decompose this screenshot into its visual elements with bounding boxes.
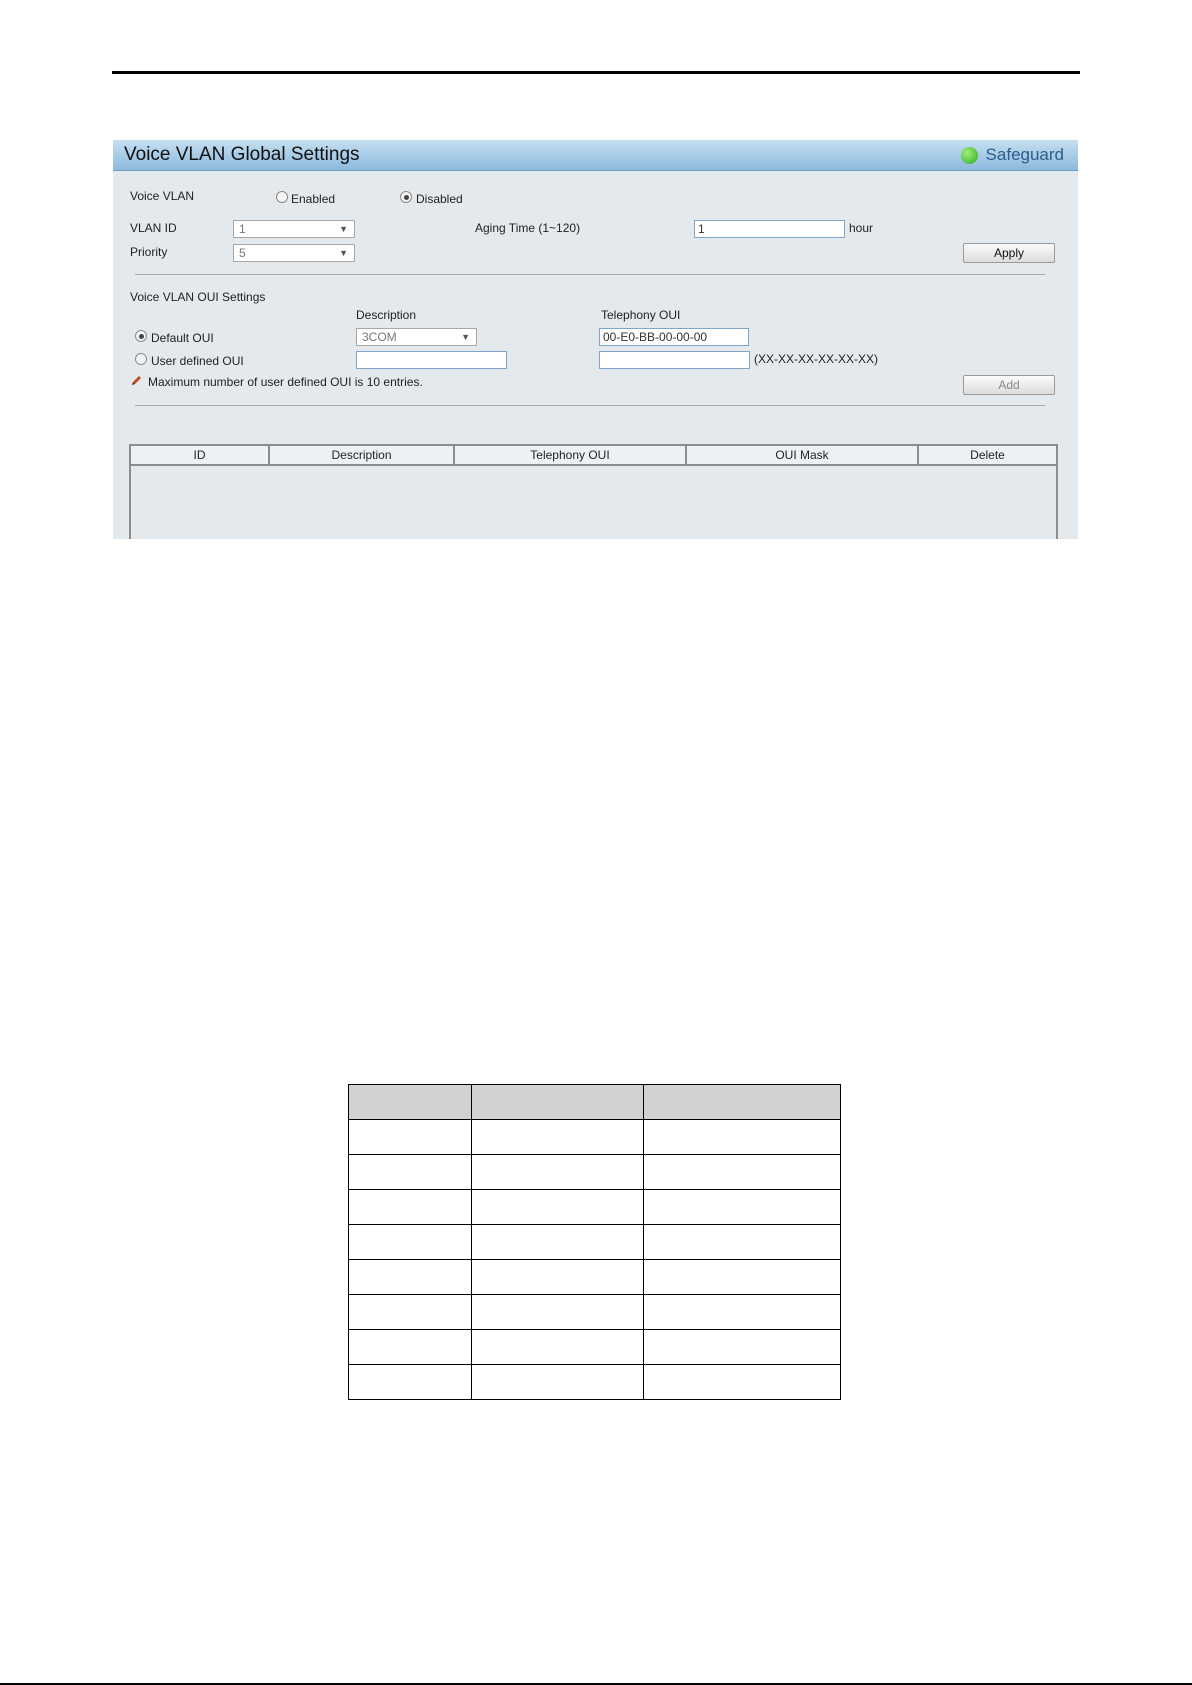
table-cell <box>349 1120 472 1155</box>
table-cell <box>349 1330 472 1365</box>
table-cell <box>349 1085 472 1120</box>
chevron-down-icon: ▼ <box>461 332 470 342</box>
table-cell <box>472 1330 643 1365</box>
telephony-oui-input[interactable] <box>599 328 749 346</box>
user-telephony-oui-input[interactable] <box>599 351 750 369</box>
voice-vlan-label: Voice VLAN <box>130 189 195 203</box>
column-header-oui-mask: OUI Mask <box>687 446 919 466</box>
table-cell <box>349 1225 472 1260</box>
max-oui-note: Maximum number of user defined OUI is 10 entries. <box>148 375 423 389</box>
priority-select[interactable] <box>233 244 355 262</box>
table-row <box>349 1260 841 1295</box>
safeguard-indicator <box>961 145 1064 165</box>
table-cell <box>643 1155 840 1190</box>
table-cell <box>643 1260 840 1295</box>
oui-table <box>129 444 1058 539</box>
table-cell <box>643 1330 840 1365</box>
add-button[interactable]: Add <box>963 375 1055 395</box>
table-cell <box>472 1365 643 1400</box>
oui-format-hint: (XX-XX-XX-XX-XX-XX) <box>754 352 879 366</box>
table-cell <box>643 1190 840 1225</box>
panel-header <box>113 140 1078 171</box>
section-divider <box>135 274 1045 275</box>
voice-vlan-enabled-radio[interactable] <box>276 191 288 203</box>
table-cell <box>472 1155 643 1190</box>
table-row <box>349 1225 841 1260</box>
table-row <box>349 1330 841 1365</box>
aging-time-value: 1 <box>698 222 705 236</box>
description-header: Description <box>356 308 417 322</box>
chevron-down-icon: ▼ <box>339 248 348 258</box>
table-cell <box>643 1365 840 1400</box>
user-oui-description-input[interactable] <box>356 351 507 369</box>
table-cell <box>472 1260 643 1295</box>
default-oui-radio[interactable] <box>135 330 147 342</box>
blank-table-header-row <box>349 1085 841 1120</box>
table-row <box>349 1190 841 1225</box>
table-row <box>349 1155 841 1190</box>
vlan-id-value: 1 <box>239 222 246 236</box>
voice-vlan-disabled-radio[interactable] <box>400 191 412 203</box>
apply-button[interactable]: Apply <box>963 243 1055 263</box>
aging-time-unit: hour <box>849 221 874 235</box>
vlan-id-select[interactable] <box>233 220 355 238</box>
table-cell <box>643 1085 840 1120</box>
table-cell <box>643 1225 840 1260</box>
pencil-icon <box>130 375 142 387</box>
column-header-telephony-oui: Telephony OUI <box>455 446 687 466</box>
panel-title: Voice VLAN Global Settings <box>124 144 360 165</box>
table-cell <box>349 1190 472 1225</box>
table-row <box>349 1120 841 1155</box>
priority-label: Priority <box>130 245 168 259</box>
table-cell <box>349 1260 472 1295</box>
table-cell <box>349 1295 472 1330</box>
chevron-down-icon: ▼ <box>339 224 348 234</box>
voice-vlan-enabled-label: Enabled <box>291 192 336 206</box>
safeguard-label: Safeguard <box>985 145 1064 164</box>
page-top-rule <box>112 71 1080 74</box>
user-defined-oui-radio[interactable] <box>135 353 147 365</box>
table-cell <box>349 1365 472 1400</box>
oui-description-value: 3COM <box>362 330 397 344</box>
priority-value: 5 <box>239 246 246 260</box>
table-cell <box>472 1295 643 1330</box>
default-oui-label: Default OUI <box>151 331 214 345</box>
table-cell <box>472 1225 643 1260</box>
column-header-delete: Delete <box>919 446 1056 466</box>
aging-time-label: Aging Time (1~120) <box>475 221 581 235</box>
table-row <box>349 1365 841 1400</box>
telephony-oui-header: Telephony OUI <box>601 308 681 322</box>
column-header-description: Description <box>270 446 455 466</box>
table-cell <box>472 1085 643 1120</box>
aging-time-input[interactable] <box>694 220 845 238</box>
oui-settings-label: Voice VLAN OUI Settings <box>130 290 266 304</box>
table-cell <box>349 1155 472 1190</box>
section-divider <box>135 405 1045 406</box>
table-row <box>349 1295 841 1330</box>
oui-description-select[interactable] <box>356 328 477 346</box>
column-header-id: ID <box>131 446 270 466</box>
table-cell <box>643 1295 840 1330</box>
table-cell <box>643 1120 840 1155</box>
voice-vlan-global-settings-panel <box>113 140 1078 539</box>
safeguard-status-icon <box>961 147 978 164</box>
voice-vlan-disabled-label: Disabled <box>416 192 463 206</box>
vlan-id-label: VLAN ID <box>130 221 177 235</box>
blank-table <box>348 1084 841 1400</box>
oui-table-header <box>131 446 1056 466</box>
telephony-oui-value: 00-E0-BB-00-00-00 <box>603 330 708 344</box>
user-defined-oui-label: User defined OUI <box>151 354 244 368</box>
table-cell <box>472 1190 643 1225</box>
table-cell <box>472 1120 643 1155</box>
